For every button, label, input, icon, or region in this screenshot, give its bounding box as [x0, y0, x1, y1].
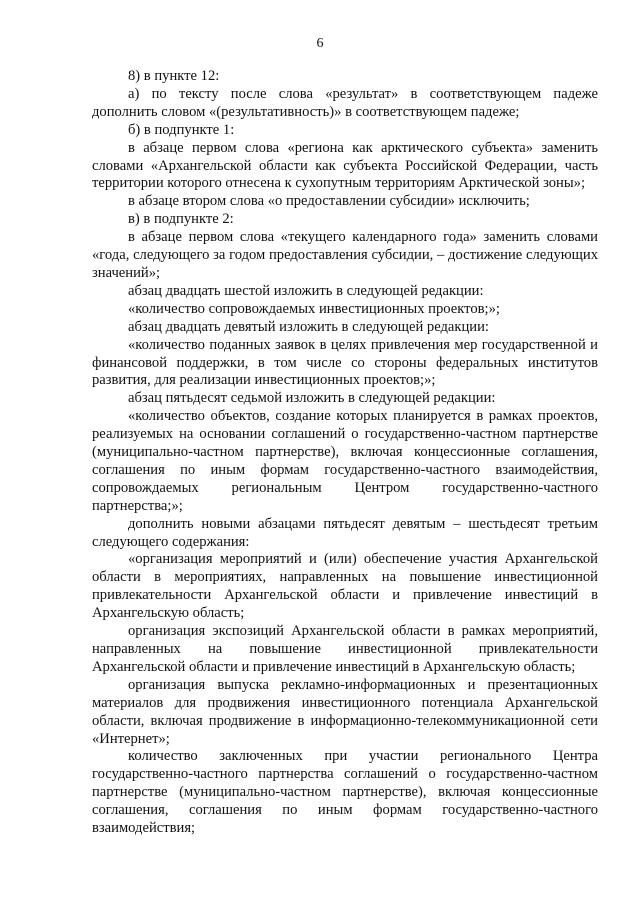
- paragraph: количество заключенных при участии регионального Центра государственно-частного партнерства соглашений о государственно-частном партнерстве (муниципально-частном партнерстве), включая концессионные соглашения, соглашения по иным формам государственно-частного взаимодействия;: [92, 748, 598, 837]
- paragraph: абзац пятьдесят седьмой изложить в следующей редакции:: [128, 390, 496, 407]
- paragraph: в абзаце первом слова «текущего календарного года» заменить словами «года, следующего за годом предоставления субсидии, – достижение следующих значений»;: [92, 229, 598, 281]
- paragraph: в) в подпункте 2:: [128, 211, 234, 228]
- paragraph: абзац двадцать шестой изложить в следующей редакции:: [128, 282, 484, 299]
- paragraph: «количество объектов, создание которых планируется в рамках проектов, реализуемых на основании соглашений о государственно-частном партнерстве (муниципально-частном партнерстве), включая концессионные соглашения, соглашения по иным формам государственно-частного взаимодействия, сопровождаемых региональным Центром государственно-частного партнерства;»;: [92, 408, 598, 514]
- paragraph: в абзаце первом слова «региона как арктического субъекта» заменить словами «Архангельской области как субъекта Российской Федерации, часть территории которого отнесена к сухопутным территориям Арктической зоны»;: [92, 139, 598, 192]
- paragraph: дополнить новыми абзацами пятьдесят девятым – шестьдесят третьим следующего содержания:: [92, 515, 598, 550]
- paragraph: «количество сопровождаемых инвестиционных проектов;»;: [128, 300, 500, 317]
- paragraph: «количество поданных заявок в целях привлечения мер государственной и финансовой поддержки, в том числе со стороны федеральных институтов развития, для реализации инвестиционных проектов;»;: [92, 336, 598, 389]
- paragraph: а) по тексту после слова «результат» в соответствующем падеже дополнить словом «(результативность)» в соответствующем падеже;: [92, 85, 598, 120]
- paragraph: абзац двадцать девятый изложить в следующей редакции:: [128, 318, 489, 335]
- document-body: [92, 68, 598, 838]
- paragraph: «организация мероприятий и (или) обеспечение участия Архангельской области в мероприятиях, направленных на повышение инвестиционной привлекательности Архангельской области и привлечение инвестиций в Архангельскую область;: [92, 551, 598, 622]
- paragraph: б) в подпункте 1:: [128, 121, 235, 138]
- paragraph: организация экспозиций Архангельской области в рамках мероприятий, направленных на повышение инвестиционной привлекательности Архангельской области и привлечение инвестиций в Архангельскую область;: [92, 623, 598, 675]
- paragraph: организация выпуска рекламно-информационных и презентационных материалов для продвижения инвестиционного потенциала Архангельской области, включая продвижение в информационно-телекоммуникационной сети «Интернет»;: [92, 676, 598, 747]
- page-number: 6: [316, 36, 324, 51]
- paragraph: 8) в пункте 12:: [128, 68, 220, 84]
- paragraph: в абзаце втором слова «о предоставлении субсидии» исключить;: [128, 193, 530, 210]
